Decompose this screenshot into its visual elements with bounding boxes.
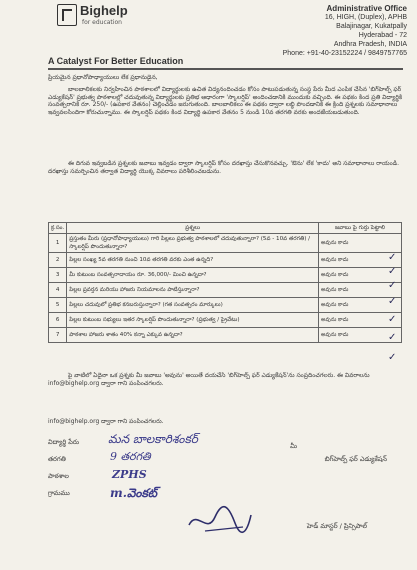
table-row (49, 328, 402, 343)
row-answer[interactable]: అవును కాదు (319, 313, 402, 328)
table-row (49, 234, 402, 253)
instructions-paragraph: ఈ దిగువ ఇవ్వబడిన ప్రశ్నలకు జవాబు ఇవ్వడం ద్వారా స్కాలర్షిప్ కోసం దరఖాస్తు చేసుకొనవచ్చు. 'ఔను' లేక 'కాదు' అని సమాధానాలు రాయండి. దరఖాస్తు సమర్పించిన తర్వాత విద్యార్థి యొక్క వివరాలు పరిశీలించబడును. (48, 160, 399, 175)
row-number: 4 (49, 283, 67, 298)
row-question: పిల్లల కుటుంబ సభ్యులు ఇతర స్కాలర్షిప్ పొందుతున్నారా? (ప్రభుత్వ / ప్రైవేటు) (67, 313, 319, 328)
table-header: ప్రశ్నలు (67, 223, 319, 234)
office-line: Andhra Pradesh, INDIA (333, 41, 407, 48)
school-label: పాఠశాల (48, 472, 69, 480)
tagline: A Catalyst For Better Education (48, 56, 184, 66)
salutation-prefix: మీ (290, 442, 297, 450)
row-number: 3 (49, 268, 67, 283)
salutation: ప్రియమైన ప్రధానోపాధ్యాయులు లేక ప్రధానుడైన, (48, 74, 158, 81)
row-number: 5 (49, 298, 67, 313)
brand-subtitle: for education (82, 19, 122, 26)
office-address (283, 4, 407, 58)
checkmark-icon: ✓ (388, 266, 397, 277)
row-answer[interactable]: అవును కాదు (319, 328, 402, 343)
row-question: పిల్లలు చదువులో ప్రతిభ కనబరుస్తున్నారా? (గత సంవత్సరం మార్కులు) (67, 298, 319, 313)
row-answer[interactable]: అవును కాదు (319, 283, 402, 298)
row-question: ప్రస్తుతం మీరు (ప్రధానోపాధ్యాయులు) గారి పిల్లలు ప్రభుత్వ పాఠశాలలో చదువుతున్నారా? (5వ - 10వ తరగతి) / స్కాలర్షిప్ పొందుతున్నారా? (67, 234, 319, 253)
row-number: 7 (49, 328, 67, 343)
table-row (49, 283, 402, 298)
row-answer[interactable]: అవును కాదు (319, 253, 402, 268)
office-line: Balajinagar, Kukatpally (336, 23, 407, 30)
class-value[interactable]: 9 తరగతి (110, 450, 151, 463)
checkmark-icon: ✓ (388, 352, 397, 363)
checkmark-icon: ✓ (388, 296, 397, 307)
table-header: జవాబు పై గుర్తు పెట్టాలి (319, 223, 402, 234)
table-row (49, 313, 402, 328)
row-answer[interactable]: అవును కాదు (319, 234, 402, 253)
village-value[interactable]: m.వెంకట్ (110, 486, 158, 500)
table-row (49, 298, 402, 313)
row-number: 1 (49, 234, 67, 253)
brand-name: Bighelp (80, 3, 128, 18)
checkmark-icon: ✓ (388, 332, 397, 343)
bighelp-logo-icon (57, 4, 77, 26)
row-question: పిల్లల ప్రవర్తన మరియు హాజరు నియమాలను పాటిస్తున్నారా? (67, 283, 319, 298)
student-name-value[interactable]: మన బాలకారిశంకర్ (108, 432, 198, 446)
row-answer[interactable]: అవును కాదు (319, 268, 402, 283)
student-name-label: విద్యార్థి పేరు (48, 438, 80, 446)
office-line: Hyderabad - 72 (358, 32, 407, 39)
intro-paragraph: బాలబాలికలకు నిర్వహించిన పాఠశాలలో విద్యార్థులకు ఉచిత విద్యనందించడం కోసం పాటుపడుతున్న సంస్థ పేరు మీద ఎంపిక చేసిన 'బిగ్‌హెల్ప్ ఫర్ ఎడ్యుకేషన్' ప్రభుత్వ పాఠశాలల్లో చదువుతున్న విద్యార్థులకు ప్రతిభ ఆధారంగా 'స్కాలర్షిప్' అందించడానికి ముందుకు వచ్చింది. ఈ పథకం కింద ప్రతి విద్యార్థికి సంవత్సరానికి రూ. 250/- (ఉపకార వేతనం) చెల్లించడం జరుగుతుంది. బాలబాలికలు ఈ పథకం ద్వారా లబ్ధి పొందడానికి ఈ క్రింది ప్రశ్నలకు సమాధానాలు ఇవ్వవలసిందిగా కోరుచున్నాము. ఈ స్కాలర్షిప్ పథకం కింద విద్యార్థి ఉపకార వేతనం 5 నుండి 10వ తరగతి వరకు అందజేయబడుతుంది. (48, 86, 403, 116)
checkmark-icon: ✓ (388, 314, 397, 325)
row-answer[interactable]: అవును కాదు (319, 298, 402, 313)
office-title: Administrative Office (326, 4, 407, 13)
header-divider (48, 68, 403, 70)
checkmark-icon: ✓ (388, 280, 397, 291)
row-question: మీ కుటుంబ సంవత్సరాదాయం రూ. 36,000/- మించి ఉన్నదా? (67, 268, 319, 283)
office-phone: Phone: +91-40-23152224 / 9849757765 (282, 50, 407, 57)
row-number: 2 (49, 253, 67, 268)
school-value[interactable]: ZPHS (112, 468, 147, 481)
checkmark-icon: ✓ (388, 252, 397, 263)
table-row (49, 253, 402, 268)
row-question: పాఠశాల హాజరు శాతం 40% కన్నా ఎక్కువ ఉన్నదా? (67, 328, 319, 343)
signature-scribble (185, 505, 255, 543)
row-question: పిల్లల సంఖ్య 5వ తరగతి నుంచి 10వ తరగతి వరకు ఎంత ఉన్నది? (67, 253, 319, 268)
class-label: తరగతి (48, 455, 66, 463)
organization-signature: బిగ్‌హెల్ప్ ఫర్ ఎడ్యుకేషన్ (324, 455, 387, 463)
closing-paragraph: పై వాటిలో ఏదైనా ఒక ప్రశ్నకు మీ జవాబు 'అవును' అయితే దయచేసి 'బిగ్‌హెల్ప్ ఫర్ ఎడ్యుకేషన్'ను సంప్రదించగలరు. ఈ వివరాలను info@bighelp.org ద్వారా గాని పంపించగలరు. (48, 372, 370, 387)
questions-table (48, 222, 402, 343)
village-label: గ్రామము (48, 489, 70, 497)
table-header: క్ర.సం. (49, 223, 67, 234)
table-row (49, 268, 402, 283)
row-number: 6 (49, 313, 67, 328)
office-line: 16, HIGH, (Duplex), APHB (324, 14, 407, 21)
email-line: info@bighelp.org ద్వారా గాని పంపించగలరు. (48, 418, 164, 425)
headmaster-signature-label: హెడ్ మాస్టర్ / ప్రిన్సిపాల్ (306, 522, 367, 530)
